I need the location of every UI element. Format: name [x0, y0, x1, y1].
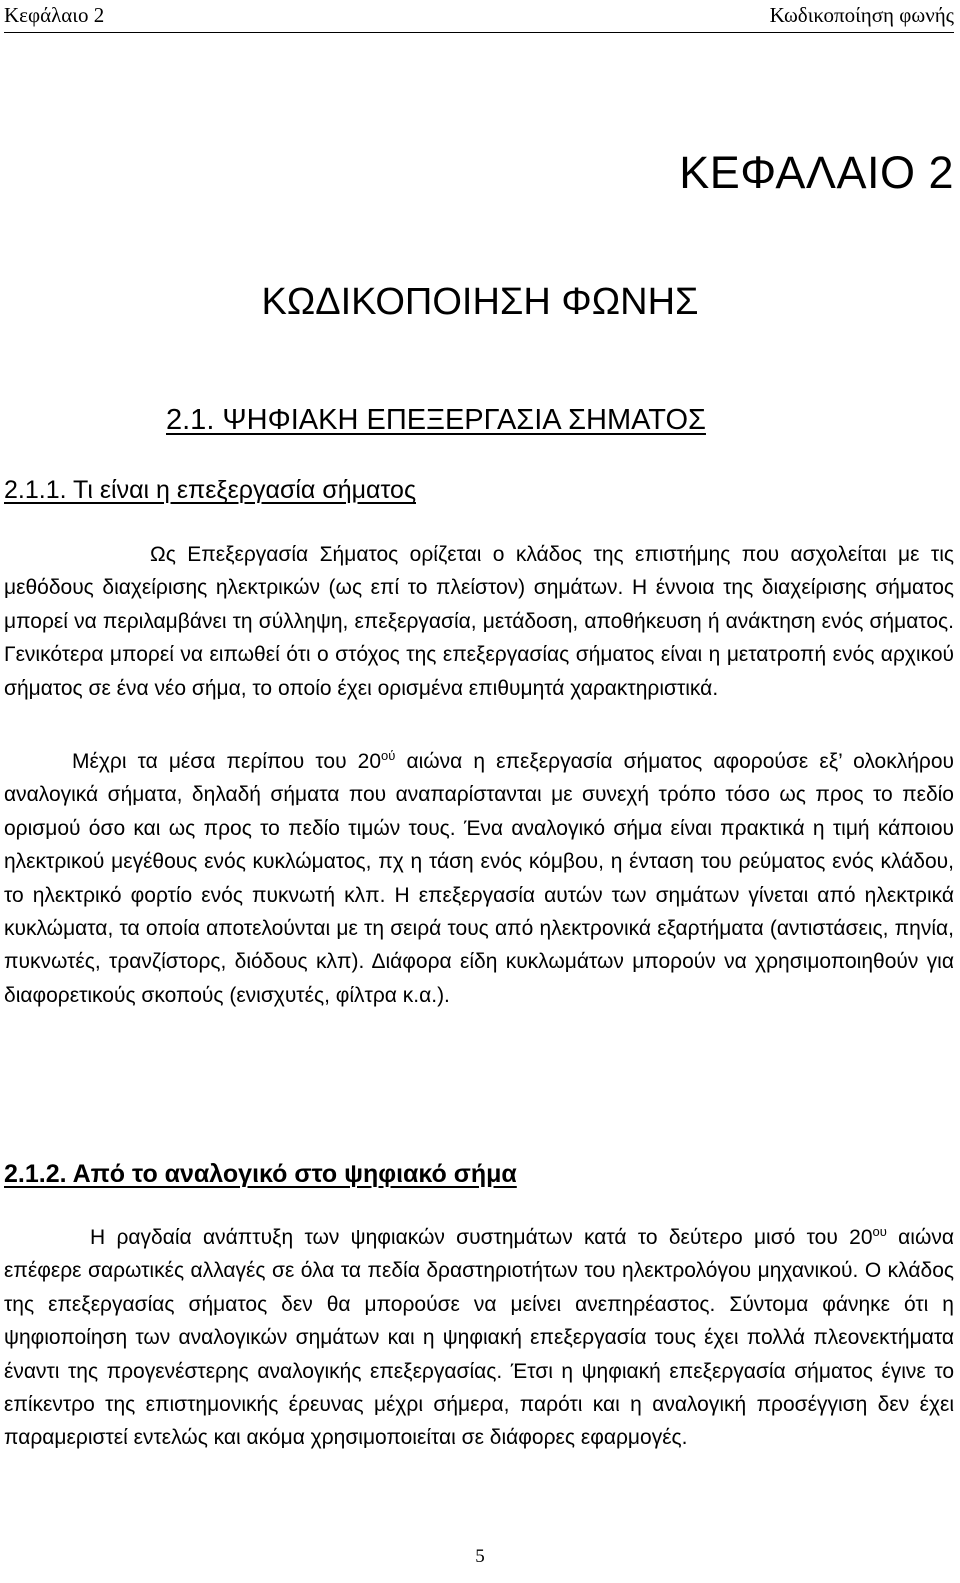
- ordinal-superscript: ου: [872, 1224, 887, 1239]
- chapter-title: ΚΕΦΑΛΑΙΟ 2: [679, 147, 954, 198]
- paragraph-text: Μέχρι τα μέσα περίπου του 20: [72, 750, 382, 773]
- paragraph-signal-processing-definition: Ως Επεξεργασία Σήματος ορίζεται ο κλάδος της επιστήμης που ασχολείται με τις μεθόδους διαχείρισης ηλεκτρικών (ως επί το πλείστον) σημάτων. Η έννοια της διαχείρισης σήματος μπορεί να περιλαμβάνει τη σύλληψη, επεξεργασία, μετάδοση, αποθήκευση ή ανάκτηση ενός σήματος. Γενικότερα μπορεί να ειπωθεί ότι ο στόχος της επεξεργασίας σήματος είναι η μετατροπή ενός αρχικού σήματος σε ένα νέο σήμα, το οποίο έχει ορισμένα επιθυμητά χαρακτηριστικά.: [4, 543, 954, 700]
- document-title: ΚΩΔΙΚΟΠΟΙΗΣΗ ΦΩΝΗΣ: [261, 281, 699, 323]
- running-header: [4, 2, 954, 33]
- paragraph-text: Η ραγδαία ανάπτυξη των ψηφιακών συστημάτων κατά το δεύτερο μισό του 20: [90, 1226, 873, 1249]
- page-number: 5: [475, 1546, 485, 1567]
- ordinal-superscript: ού: [381, 748, 396, 763]
- subsection-heading-2: 2.1.2. Από το αναλογικό στο ψηφιακό σήμα: [4, 1160, 517, 1188]
- section-heading: 2.1. ΨΗΦΙΑΚΗ ΕΠΕΞΕΡΓΑΣΙΑ ΣΗΜΑΤΟΣ: [166, 404, 706, 436]
- paragraph-text: αιώνα επέφερε σαρωτικές αλλαγές σε όλα τα πεδία δραστηριοτήτων του ηλεκτρολόγου μηχανικού. Ο κλάδος της επεξεργασίας σήματος δεν θα μπορούσε να μείνει ανεπηρέαστος. Σύντομα φάνηκε ότι η ψηφιοποίηση των αναλογικών σημάτων και η ψηφιακή επεξεργασία τους έχει πολλά πλεονεκτήματα έναντι της προγενέστερης αναλογικής επεξεργασίας. Έτσι η ψηφιακή επεξεργασία σήματος έγινε το επίκεντρο της επιστημονικής έρευνας μέχρι σήμερα, παρότι και η αναλογική προσέγγιση δεν έχει παραμεριστεί εντελώς και ακόμα χρησιμοποιείται σε διάφορες εφαρμογές.: [4, 1226, 954, 1450]
- paragraph-text: αιώνα η επεξεργασία σήματος αφορούσε εξ’ ολοκλήρου αναλογικά σήματα, δηλαδή σήματα που αναπαρίστανται με συνεχή τρόπο τόσο ως προς το πεδίο ορισμού όσο και ως προς το πεδίο τιμών τους. Ένα αναλογικό σήμα είναι πρακτικά η τιμή κάποιου ηλεκτρικού μεγέθους ενός κυκλώματος, πχ η τάση ενός κόμβου, η ένταση του ρεύματος ενός κλάδου, το ηλεκτρικό φορτίο ενός πυκνωτή κλπ. Η επεξεργασία αυτών των σημάτων γίνεται από ηλεκτρικά κυκλώματα, τα οποία αποτελούνται με τη σειρά τους από ηλεκτρονικά εξαρτήματα (αντιστάσεις, πηνία, πυκνωτές, τρανζίστορς, διόδους κλπ). Διάφορα είδη κυκλωμάτων μπορούν να χρησιμοποιηθούν για διαφορετικούς σκοπούς (ενισχυτές, φίλτρα κ.α.).: [4, 750, 955, 1007]
- subsection-heading-1: 2.1.1. Τι είναι η επεξεργασία σήματος: [4, 476, 416, 504]
- paragraph-digital-transition: [4, 1221, 954, 1455]
- paragraph-analog-signals: [4, 745, 954, 1012]
- header-chapter-label: Κεφάλαιο 2: [4, 3, 105, 27]
- header-topic-label: Κωδικοποίηση φωνής: [769, 3, 954, 27]
